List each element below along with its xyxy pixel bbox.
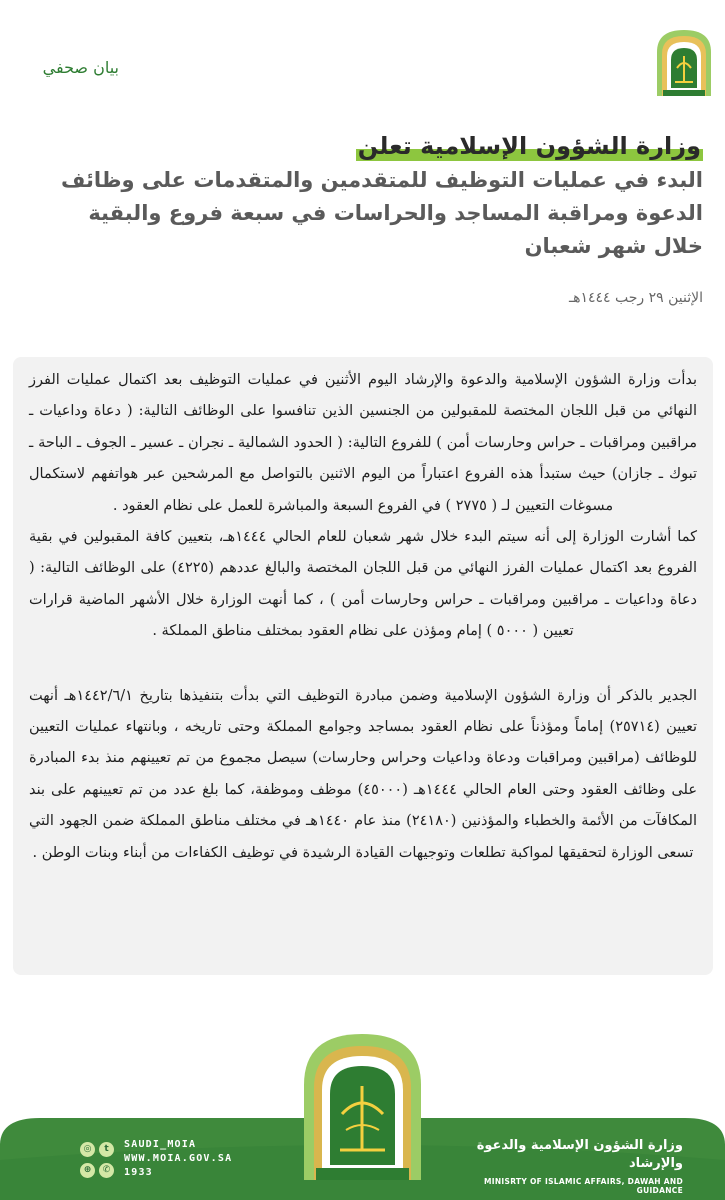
twitter-icon[interactable]: t [99, 1142, 114, 1157]
headline-title: وزارة الشؤون الإسلامية تعلن [356, 128, 703, 164]
contact-info [124, 1138, 232, 1180]
ministry-name [455, 1137, 683, 1195]
article-paragraph: كما أشارت الوزارة إلى أنه سيتم البدء خلال شهر شعبان للعام الحالي ١٤٤٤هـ، بتعيين كافة المقبولين في بقية الفروع بعد اكتمال عمليات الفرز النهائي من قبل اللجان المختصة والبالغ عددهم (٤٢٢٥) على الوظائف التالية: ( دعاة وداعيات ـ مراقبين ومراقبات ـ حراس وحارسات أمن ) ، كما أنهت الوزارة خلال الأشهر الماضية قرارات تعيين ( ٥٠٠٠ ) إمام ومؤذن على نظام العقود بمختلف مناطق المملكة . [29, 529, 697, 640]
headline-subtitle-line: الدعوة ومراقبة المساجد والحراسات في سبعة فروع والبقية [88, 201, 703, 225]
article-paragraph: الجدير بالذكر أن وزارة الشؤون الإسلامية وضمن مبادرة التوظيف التي بدأت بتنفيذها بتاريخ ١٤٤٢/٦/١هـ أنهت تعيين (٢٥٧١٤) إماماً ومؤذناً على نظام العقود بمساجد وجوامع المملكة وحتى تاريخه ، وبانتهاء عمليات التعيين للوظائف (مراقبين ومراقبات ودعاة وداعيات وحراس وحارسات) سيصل مجموع من تم تعيينهم منذ بدء المبادرة على وظائف العقود وحتى العام الحالي ١٤٤٤هـ (٤٥٠٠٠) موظف وموظفة، كما بلغ عدد من تم تعيينهم على بند المكافآت من الأئمة والخطباء والمؤذنين (٢٤١٨٠) منذ عام ١٤٤٠هـ في مختلف مناطق المملكة ضمن الجهود التي تسعى الوزارة لتحقيقها لمواكبة تطلعات وتوجيهات القيادة الرشيدة في توظيف الكفاءات من أبناء وبنات الوطن . [29, 687, 697, 861]
phone-icon[interactable]: ✆ [99, 1163, 114, 1178]
press-release-label: بيان صحفي [42, 58, 119, 77]
website-link[interactable]: WWW.MOIA.GOV.SA [124, 1153, 233, 1164]
social-handle[interactable]: SAUDI_MOIA [124, 1139, 197, 1150]
instagram-icon[interactable]: ◎ [80, 1142, 95, 1157]
footer-emblem-icon [300, 1030, 425, 1180]
headline-subtitle-line: خلال شهر شعبان [524, 234, 703, 258]
ministry-name-en: MINISRTY OF ISLAMIC AFFAIRS, DAWAH AND GUIDANCE [483, 1177, 683, 1195]
publish-date: الإثنين ٢٩ رجب ١٤٤٤هـ [569, 290, 703, 306]
article-body [13, 357, 713, 975]
headline-subtitle-line: البدء في عمليات التوظيف للمتقدمين والمتقدمات على وظائف [60, 168, 703, 192]
article-paragraph: بدأت وزارة الشؤون الإسلامية والدعوة والإرشاد اليوم الأثنين في عمليات التوظيف بعد اكتمال عمليات الفرز النهائي من قبل اللجان المختصة للمقبولين من الجنسين الذين تنافسوا على الوظائف التالية: ( دعاة وداعيات ـ مراقبين ومراقبات ـ حراس وحارسات أمن ) للفروع التالية: ( الحدود الشمالية ـ نجران ـ عسير ـ الجوف ـ الباحة ـ تبوك ـ جازان) حيث ستبدأ هذه الفروع اعتباراً من اليوم الاثنين بالتواصل مع المرشحين عبر هواتفهم لاستكمال مسوغات التعيين لـ ( ٢٧٧٥ ) في الفروع السبعة والمباشرة للعمل على نظام العقود . [29, 372, 697, 514]
ministry-name-ar: وزارة الشؤون الإسلامية والدعوة والإرشاد [476, 1138, 683, 1171]
headline-block [13, 128, 703, 263]
globe-icon[interactable]: ⊕ [80, 1163, 95, 1178]
phone-number[interactable]: 1933 [124, 1167, 153, 1178]
ministry-emblem-icon [655, 28, 713, 98]
social-icons [80, 1142, 116, 1182]
